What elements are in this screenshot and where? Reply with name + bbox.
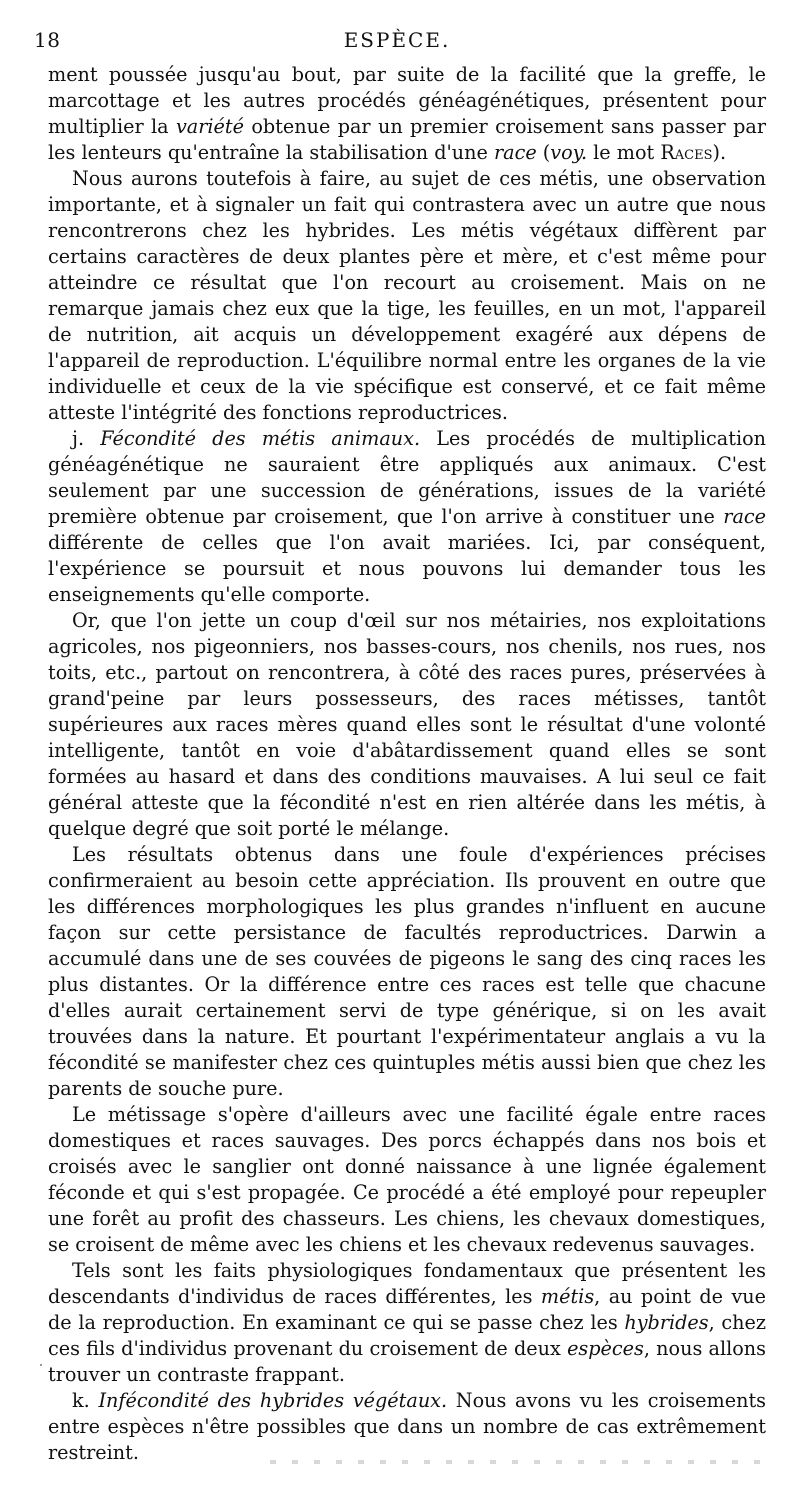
italic-term: race (723, 505, 766, 528)
italic-term: espèces (567, 1337, 644, 1360)
paragraph-continuation (48, 62, 766, 166)
text-run: Or, que l'on jette un coup d'œil sur nos métairies, nos exploitations agricoles, nos pigeonniers, nos basses-cours, nos chenils, nos rues, nos toits, etc., partout on rencontrera, à côté des races pures, préservées à grand'peine par leurs possesseurs, des races métisses, tantôt supérieures aux races mères quand elles sont le résultat d'une volonté intelligente, tantôt en voie d'abâtardissement quand elles se sont formées au hasard et dans des conditions mauvaises. A lui seul ce fait général atteste que la fécondité n'est en rien altérée dans les métis, à quelque degré que soit porté le mélange. (48, 609, 766, 840)
section-marker: j. (72, 427, 101, 450)
text-run: Les résultats obtenus dans une foule d'expériences précises confirmeraient au besoin cette appréciation. Ils prouvent en outre que les différences morphologiques les plus grandes n'influent en aucune façon sur cette persistance de facultés reproductrices. Darwin a accumulé dans une de ses couvées de pigeons le sang des cinq races les plus distantes. Or la différence entre ces races est telle que chacune d'elles aurait certainement servi de type générique, si on les avait trouvées dans la nature. Et pourtant l'expérimentateur anglais a vu la fécondité se manifester chez ces quintuples métis aussi bien que chez les parents de souche pure. (48, 843, 766, 1100)
section-heading: Fécondité des métis animaux. (100, 427, 421, 450)
paragraph-faits-physiologiques (48, 1258, 766, 1388)
italic-term: race (493, 141, 537, 164)
paragraph-infecondite-hybrides (48, 1388, 766, 1466)
scan-bleedthrough (270, 1460, 760, 1464)
scan-speck (40, 1364, 42, 1366)
small-caps-reference: Races (660, 141, 713, 164)
text-run: , nous allons trouver un contraste frappant. (48, 1337, 766, 1386)
page-header (34, 28, 760, 58)
text-run: Les procédés de multiplication généagénétique ne sauraient être appliqués aux animaux. C'est seulement par une succession de générations, issues de la variété première obtenue par croisement, que l'on arrive à constituer une (48, 427, 766, 528)
section-marker: k. (72, 1389, 99, 1412)
text-run: ( (536, 141, 551, 164)
text-run: ment poussée jusqu'au bout, par suite de la facilité que la greffe, le marcottage et les autres procédés généagénétiques, présentent pour multiplier la (48, 63, 766, 138)
italic-term: voy. (550, 141, 588, 164)
text-run: Tels sont les faits physiologiques fondamentaux que présentent les descendants d'individus de races différentes, les (48, 1259, 766, 1308)
text-run: Nous avons vu les croisements entre espèces n'être possibles que dans un nombre de cas extrêmement restreint. (48, 1389, 767, 1464)
section-heading: Infécondité des hybrides végétaux. (98, 1389, 448, 1412)
text-run: ). (712, 141, 727, 164)
text-run: Le métissage s'opère d'ailleurs avec une facilité égale entre races domestiques et races sauvages. Des porcs échappés dans nos bois et croisés avec le sanglier ont donné naissance à une lignée également féconde et qui s'est propagée. Ce procédé a été employé pour repeupler une forêt au profit des chasseurs. Les chiens, les chevaux domestiques, se croisent de même avec les chiens et les chevaux redevenus sauvages. (48, 1103, 766, 1256)
body-text (48, 62, 766, 1466)
text-run: , au point de vue de la reproduction. En examinant ce qui se passe chez les (48, 1285, 767, 1334)
text-run: Nous aurons toutefois à faire, au sujet de ces métis, une observation importante, et à signaler un fait qui contrastera avec un autre que nous rencontrerons chez les hybrides. Les métis végétaux diffèrent par certains caractères de deux plantes père et mère, et c'est même pour atteindre ce résultat que l'on recourt au croisement. Mais on ne remarque jamais chez eux que la tige, les feuilles, en un mot, l'appareil de nutrition, ait acquis un développement exagéré aux dépens de l'appareil de reproduction. L'équilibre normal entre les organes de la vie individuelle et ceux de la vie spécifique est conservé, et ce fait même atteste l'intégrité des fonctions reproductrices. (48, 167, 766, 424)
paragraph-fecondite-metis-animaux (48, 426, 766, 608)
paragraph-darwin-experiences (48, 842, 766, 1102)
paragraph-metis-vegetaux (48, 166, 766, 426)
text-run: le mot (587, 141, 661, 164)
text-run: différente de celles que l'on avait mariées. Ici, par conséquent, l'expérience se poursuit et nous pouvons lui demander tous les enseignements qu'elle comporte. (48, 531, 766, 606)
text-run: obtenue par un premier croisement sans passer par les lenteurs qu'entraîne la stabilisation d'une (48, 115, 766, 164)
running-head: ESPÈCE. (343, 28, 451, 52)
italic-term: hybrides (624, 1311, 709, 1334)
text-run: , chez ces fils d'individus provenant du croisement de deux (48, 1311, 766, 1360)
page-number: 18 (34, 28, 61, 52)
italic-term: métis (540, 1285, 595, 1308)
italic-term: variété (175, 115, 244, 138)
paragraph-metairies (48, 608, 766, 842)
paragraph-metissage-sauvage (48, 1102, 766, 1258)
